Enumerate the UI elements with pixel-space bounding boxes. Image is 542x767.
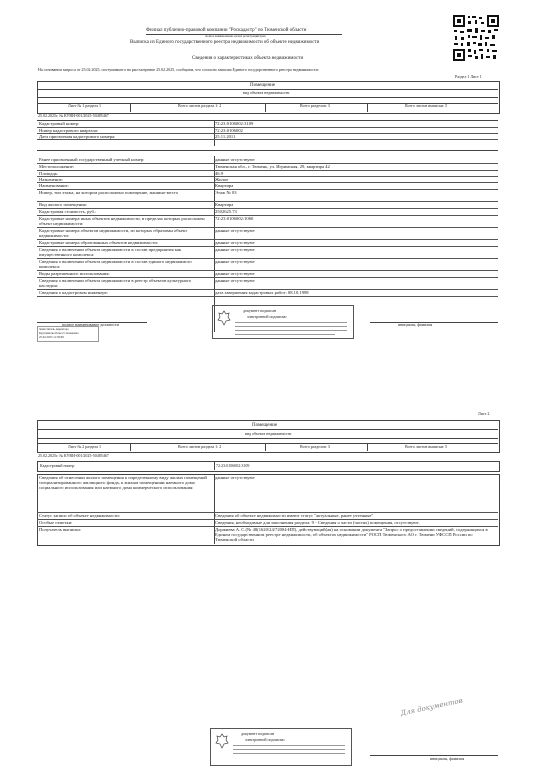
sheet1-sections-total: Всего разделов: 3 [300,103,330,108]
table-row: Местоположение: Тюменская обл., г. Тюмень, ул. Игримская, 29, квартира 42 [37,163,498,171]
section-label: Раздел 1 Лист 1 [455,74,482,79]
sheet2-sheet-no: Лист № 2 раздела 1 [68,444,102,449]
sheet1-object-sub: вид объекта недвижимости [243,90,290,95]
table-row: Наименование: Квартира [37,182,498,190]
table-row: Особые отметки: Сведения, необходимые для заполнения раздела: 9 - Сведения о части (частях) помещения, отсутствуют. [37,519,498,527]
sheet1-sheet-no: Лист № 1 раздела 1 [68,103,102,108]
handwritten-note: Для документов [399,696,464,718]
sheet2-label: Лист 2 [478,411,490,416]
table-row: Сведения о включении объекта недвижимости в состав предприятия как имущественного комплекса: данные отсутствуют [37,246,498,259]
table-row: Ранее присвоенный государственный учетный номер: данные отсутствуют [37,156,498,164]
intro-text: На основании запроса от 25.02.2025, поступившего на рассмотрение 25.02.2025, сообщаем, что согласно записям Единого государственного реестра недвижимости: [38,67,319,72]
name-label-2: инициалы, фамилия [430,756,465,761]
sheet1-object-type: Помещение [250,83,276,88]
e-signature-stamp: документ подписан электронной подписью [212,305,354,339]
section-title: Сведения о характеристиках объекта недвижимости [192,56,304,61]
sheet2-object-type: Помещение [252,423,278,428]
table-row: Номер кадастрового квартала: 72:23:0106002 [37,127,498,134]
table-row: Сведения об отнесении жилого помещения к определенному виду жилых помещений специализированного жилищного фонда, к жилым помещениям наемного дома социального использования или наемного дома коммерческого использования: данные отсутствуют [37,474,498,513]
table-row: Вид жилого помещения: Квартира [37,201,498,209]
sheet1-date-number: 25.02.2025г. № КУВИ-001/2025-50485467 [38,113,109,118]
sheet2-date-number: 25.02.2025г. № КУВИ-001/2025-50485467 [38,453,109,458]
table-row: Получатель выписки: Доржиева А. С.(№ 48(1620/24/72004-ИП), действующий(ая) на основании документа "Запрос о предоставлении сведений, содержащихся в Едином государственном реестре недвижимости, об объектах недвижимости" РОСП Тюменского АО г. Тюмени УФССП России по Тюменской области [39,526,488,542]
sheet1-sheets-in-section: Всего листов раздела 1: 2 [178,103,222,108]
sheet2-sections-total: Всего разделов: 3 [300,444,330,449]
table-row: Назначение: Жилое [37,176,498,183]
signer-box: Заместитель директора Кругляшова Ольга Степановна 25.02.2025 11:56:09 [37,326,99,342]
table-row: Кадастровые номера иных объектов недвижимости, в пределах которых расположен объект недвижимости: 72:23:0106002:1060 [37,215,498,228]
table-row: Виды разрешенного использования: данные отсутствуют [37,270,498,278]
table-row: Кадастровая стоимость, руб.: 2502625.73 [37,208,498,216]
emblem-icon [217,310,231,326]
table-row: Кадастровые номера образованных объектов недвижимости: данные отсутствуют [37,239,498,247]
table-row: Кадастровые номера объектов недвижимости, из которых образован объект недвижимости: данные отсутствуют [37,227,498,240]
sheet2-cadastral-row: Кадастровый номер: 72:23:0106002:3109 [37,461,500,472]
document-title: Выписка из Единого государственного реестра недвижимости об объекте недвижимости [130,40,320,45]
table-row: Сведения о включении объекта недвижимости в состав единого недвижимого комплекса: данные отсутствуют [37,258,498,271]
position-label: полное наименование должности [62,322,119,327]
sheet2-sheets-total: Всего листов выписки: 5 [405,444,448,449]
qr-code-icon [452,14,500,62]
table-row: Сведения о кадастровом инженере: дата завершения кадастровых работ: 08.10.1998 [37,289,498,297]
table-row: Номер, тип этажа, на котором расположено помещение, машино-место Этаж № 03 [37,189,498,202]
table-row: Площадь: 46.9 [37,170,498,177]
table-row: Кадастровый номер: 72:23:0106002:3109 [37,120,498,128]
org-name: Филиал публично-правовой компании "Роскадастр" по Тюменской области [146,28,307,33]
e-signature-stamp-2: документ подписан электронной подписью [210,728,352,766]
emblem-icon [215,733,229,749]
table-row: Сведения о включении объекта недвижимости в реестр объектов культурного наследия: данные отсутствуют [37,277,498,290]
org-sub-label: полное наименование органа регистрации прав [205,34,266,38]
table-row: Статус записи об объекте недвижимости: Сведения об объекте недвижимости имеют статус "актуальные, ранее учтенные" [37,512,498,520]
sheet1-sheets-total: Всего листов выписки: 5 [405,103,448,108]
sheet2-sheets-in-section: Всего листов раздела 1: 2 [178,444,222,449]
sheet2-object-sub: вид объекта недвижимости [245,431,292,436]
name-label: инициалы, фамилия [398,322,433,327]
table-row: Дата присвоения кадастрового номера: 25.11.2011 [37,133,498,140]
